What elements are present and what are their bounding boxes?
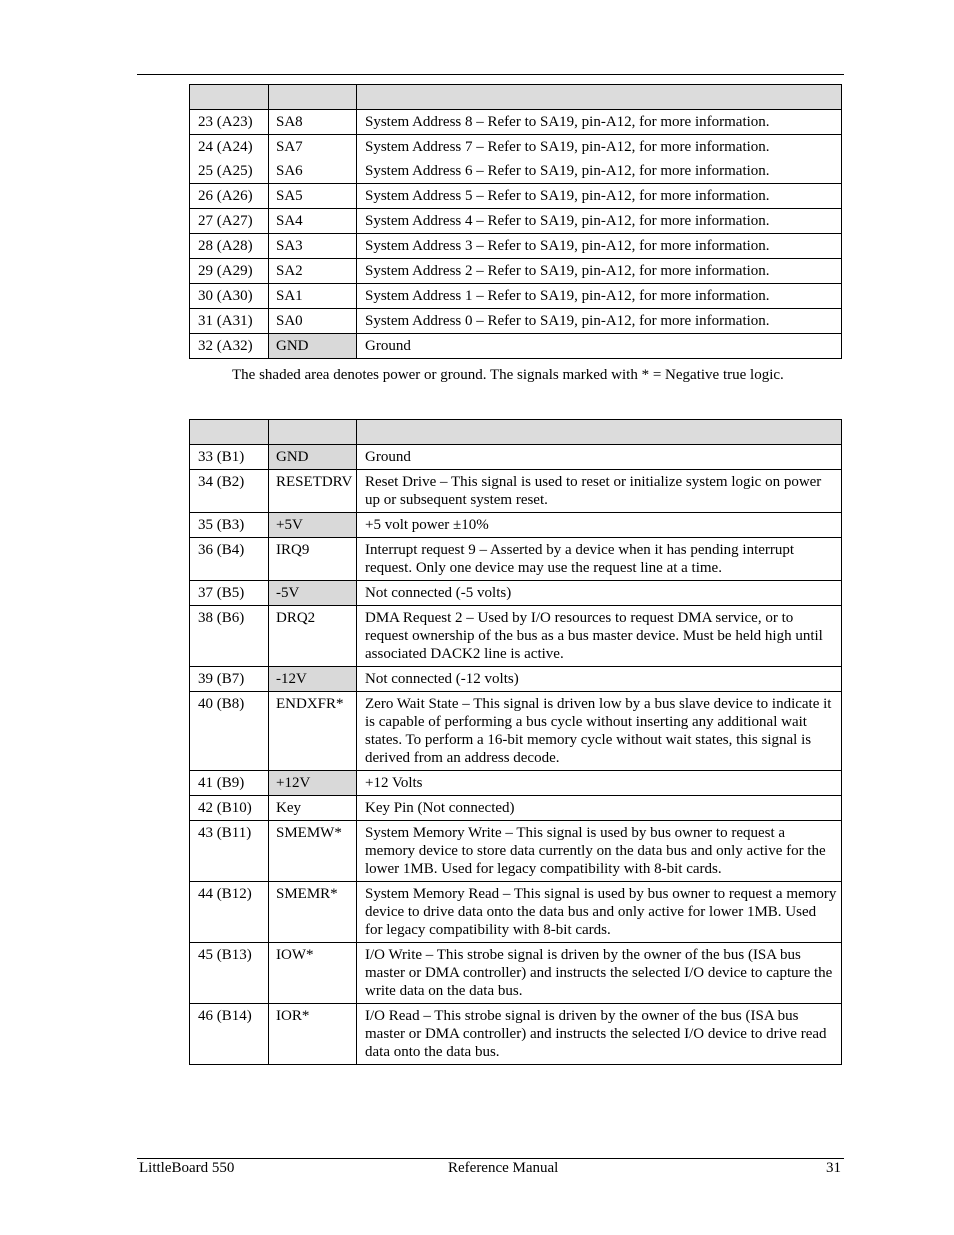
signal-cell: SA4 [269,209,357,234]
description-cell: System Address 3 – Refer to SA19, pin-A12, for more information. [357,234,842,259]
table-row [190,470,842,513]
signal-cell: GND [269,334,357,359]
signal-cell: IRQ9 [269,538,357,581]
description-cell: Ground [357,334,842,359]
table-row [190,943,842,1004]
footer-rule [137,1158,844,1159]
description-cell: System Address 4 – Refer to SA19, pin-A12, for more information. [357,209,842,234]
description-cell: Interrupt request 9 – Asserted by a device when it has pending interrupt request. Only one device may use the request line at a time. [357,538,842,581]
table-row [190,513,842,538]
signal-cell: SA6 [269,159,357,184]
signal-cell: GND [269,445,357,470]
pin-cell: 42 (B10) [190,796,269,821]
description-cell: +5 volt power ±10% [357,513,842,538]
signal-cell: +5V [269,513,357,538]
description-cell: Ground [357,445,842,470]
table-header-row [190,85,842,110]
footer-manual-title: Reference Manual [448,1160,559,1176]
signal-cell: RESETDRV [269,470,357,513]
description-cell: System Address 0 – Refer to SA19, pin-A12, for more information. [357,309,842,334]
pin-cell: 24 (A24) [190,135,269,160]
signal-cell: SA1 [269,284,357,309]
table-row [190,1004,842,1065]
signal-cell: -12V [269,667,357,692]
signal-cell: SA7 [269,135,357,160]
pin-cell: 37 (B5) [190,581,269,606]
signal-cell: IOW* [269,943,357,1004]
signal-cell: -5V [269,581,357,606]
description-cell: System Address 8 – Refer to SA19, pin-A12, for more information. [357,110,842,135]
header-cell-description [357,420,842,445]
description-cell: System Address 2 – Refer to SA19, pin-A12, for more information. [357,259,842,284]
pin-cell: 30 (A30) [190,284,269,309]
table-row [190,309,842,334]
table-row [190,538,842,581]
pin-table-b [189,419,842,1065]
description-cell: Not connected (-12 volts) [357,667,842,692]
header-cell-description [357,85,842,110]
table-header-row [190,420,842,445]
pin-cell: 38 (B6) [190,606,269,667]
description-cell: I/O Write – This strobe signal is driven by the owner of the bus (ISA bus master or DMA controller) and instructs the selected I/O device to capture the write data on the data bus. [357,943,842,1004]
pin-cell: 23 (A23) [190,110,269,135]
signal-cell: IOR* [269,1004,357,1065]
shading-note: The shaded area denotes power or ground. The signals marked with * = Negative true logic. [232,367,784,383]
description-cell: System Address 5 – Refer to SA19, pin-A12, for more information. [357,184,842,209]
pin-cell: 45 (B13) [190,943,269,1004]
footer-product-name: LittleBoard 550 [139,1160,235,1176]
description-cell: Zero Wait State – This signal is driven low by a bus slave device to indicate it is capable of performing a bus cycle without inserting any additional wait states. To perform a 16-bit memory cycle without wait states, this signal is derived from an address decode. [357,692,842,771]
pin-cell: 41 (B9) [190,771,269,796]
table-row [190,667,842,692]
signal-cell: SA0 [269,309,357,334]
pin-cell: 29 (A29) [190,259,269,284]
table-row [190,445,842,470]
pin-cell: 43 (B11) [190,821,269,882]
header-cell-pin [190,85,269,110]
table-row [190,771,842,796]
header-cell-pin [190,420,269,445]
signal-cell: SMEMW* [269,821,357,882]
table-row [190,110,842,135]
pin-cell: 34 (B2) [190,470,269,513]
pin-table-a [189,84,842,359]
signal-cell: SA8 [269,110,357,135]
description-cell: +12 Volts [357,771,842,796]
table-row [190,606,842,667]
table-row [190,259,842,284]
table-row [190,581,842,606]
table-row [190,184,842,209]
pin-cell: 25 (A25) [190,159,269,184]
footer-page-number: 31 [826,1160,841,1176]
table-row [190,821,842,882]
pin-cell: 32 (A32) [190,334,269,359]
signal-cell: DRQ2 [269,606,357,667]
table-row [190,159,842,184]
table-row [190,334,842,359]
description-cell: System Memory Read – This signal is used by bus owner to request a memory device to drive data onto the data bus and only active for lower 1MB. Used for legacy compatibility with 8-bit cards. [357,882,842,943]
pin-cell: 35 (B3) [190,513,269,538]
description-cell: I/O Read – This strobe signal is driven by the owner of the bus (ISA bus master or DMA controller) and instructs the selected I/O device to drive read data onto the data bus. [357,1004,842,1065]
signal-cell: SA2 [269,259,357,284]
pin-cell: 46 (B14) [190,1004,269,1065]
pin-cell: 26 (A26) [190,184,269,209]
header-cell-signal [269,420,357,445]
table-row [190,284,842,309]
pin-cell: 28 (A28) [190,234,269,259]
description-cell: System Address 6 – Refer to SA19, pin-A12, for more information. [357,159,842,184]
description-cell: DMA Request 2 – Used by I/O resources to request DMA service, or to request ownership of the bus as a bus master device. Must be held high until associated DACK2 line is active. [357,606,842,667]
table-row [190,234,842,259]
pin-cell: 31 (A31) [190,309,269,334]
signal-cell: +12V [269,771,357,796]
description-cell: Not connected (-5 volts) [357,581,842,606]
pin-cell: 44 (B12) [190,882,269,943]
pin-cell: 40 (B8) [190,692,269,771]
pin-cell: 39 (B7) [190,667,269,692]
header-rule [137,74,844,75]
table-row [190,209,842,234]
table-row [190,882,842,943]
description-cell: Key Pin (Not connected) [357,796,842,821]
table-row [190,796,842,821]
description-cell: System Memory Write – This signal is used by bus owner to request a memory device to store data currently on the data bus and only active for the lower 1MB. Used for legacy compatibility with 8-bit cards. [357,821,842,882]
table-row [190,135,842,160]
table-row [190,692,842,771]
pin-cell: 36 (B4) [190,538,269,581]
header-cell-signal [269,85,357,110]
description-cell: System Address 7 – Refer to SA19, pin-A12, for more information. [357,135,842,160]
pin-cell: 33 (B1) [190,445,269,470]
description-cell: System Address 1 – Refer to SA19, pin-A12, for more information. [357,284,842,309]
signal-cell: SMEMR* [269,882,357,943]
description-cell: Reset Drive – This signal is used to reset or initialize system logic on power up or subsequent system reset. [357,470,842,513]
signal-cell: SA5 [269,184,357,209]
signal-cell: ENDXFR* [269,692,357,771]
signal-cell: Key [269,796,357,821]
pin-cell: 27 (A27) [190,209,269,234]
signal-cell: SA3 [269,234,357,259]
